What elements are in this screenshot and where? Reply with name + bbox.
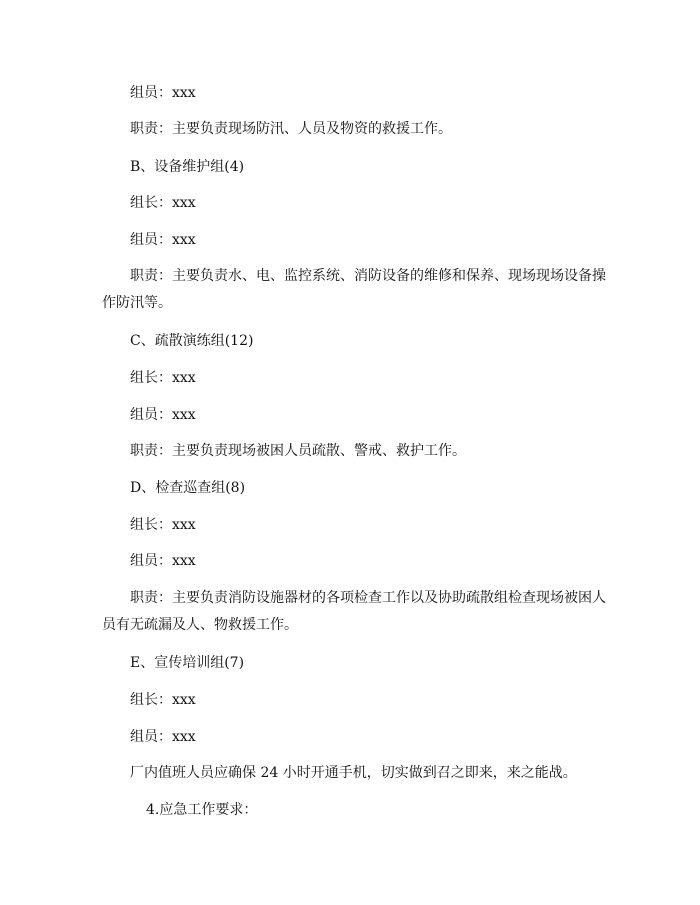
group-member-line: 组员：xxx (130, 85, 196, 101)
section-heading-c: C、疏散演练组(12) (130, 333, 254, 349)
group-leader-line: 组长：xxx (130, 517, 196, 533)
on-duty-requirement: 厂内值班人员应确保 24 小时开通手机，切实做到召之即来，来之能战。 (130, 765, 577, 781)
group-member-line: 组员：xxx (130, 232, 196, 248)
section-heading-e: E、宣传培训组(7) (130, 655, 245, 671)
duty-line: 职责：主要负责消防设施器材的各项检查工作以及协助疏散组检查现场被困人 (130, 590, 606, 606)
duty-line-continuation: 员有无疏漏及人、物救援工作。 (102, 617, 298, 633)
duty-line: 职责：主要负责水、电、监控系统、消防设备的维修和保养、现场现场设备操 (130, 268, 606, 284)
section-heading-b: B、设备维护组(4) (130, 159, 245, 175)
group-member-line: 组员：xxx (130, 407, 196, 423)
group-member-line: 组员：xxx (130, 729, 196, 745)
section-heading-4: 4.应急工作要求： (146, 802, 258, 818)
group-leader-line: 组长：xxx (130, 195, 196, 211)
group-leader-line: 组长：xxx (130, 692, 196, 708)
group-member-line: 组员：xxx (130, 553, 196, 569)
duty-line: 职责：主要负责现场被困人员疏散、警戒、救护工作。 (130, 443, 466, 459)
group-leader-line: 组长：xxx (130, 370, 196, 386)
duty-line: 职责：主要负责现场防汛、人员及物资的救援工作。 (130, 121, 452, 137)
duty-line-continuation: 作防汛等。 (102, 295, 172, 311)
section-heading-d: D、检查巡查组(8) (130, 480, 246, 496)
